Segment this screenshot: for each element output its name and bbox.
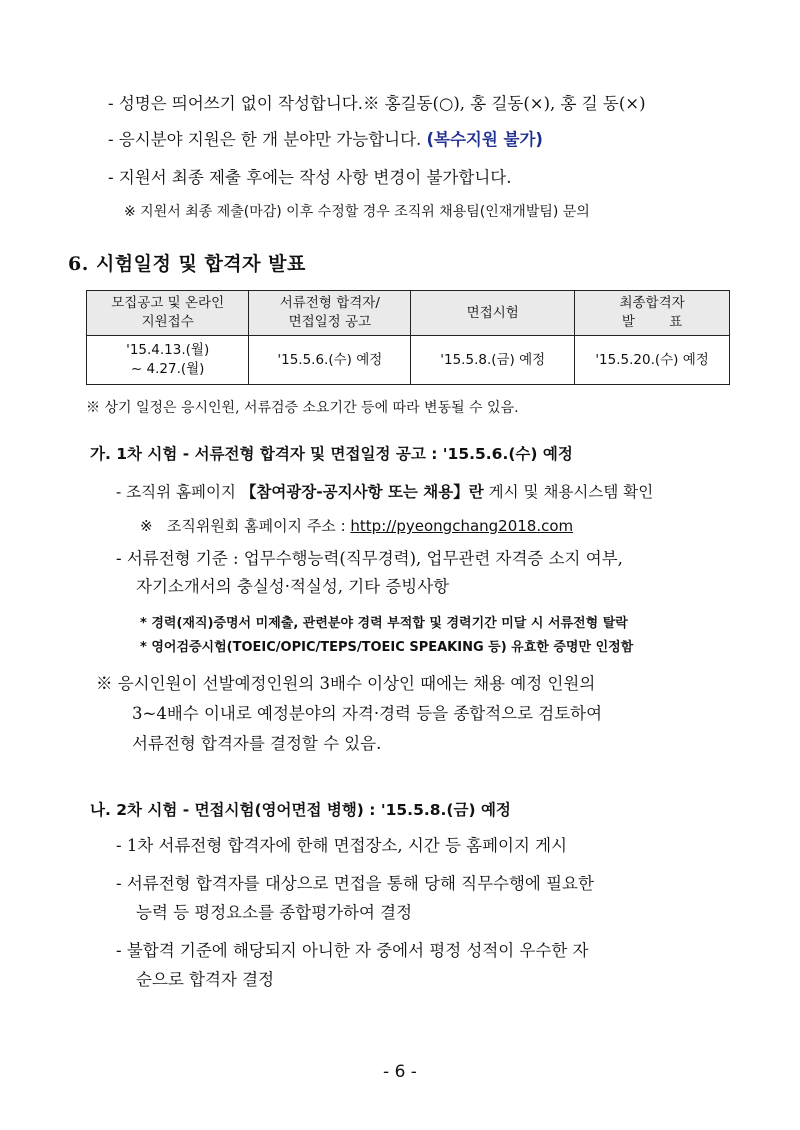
header-final-result: 최종합격자 발 표 xyxy=(575,291,730,336)
header-interview: 면접시험 xyxy=(411,291,575,336)
bullet-no-changes-note: ※ 지원서 최종 제출(마감) 이후 수정할 경우 조직위 채용팀(인재개발팀) 문의 xyxy=(124,204,590,220)
bullet-single-field xyxy=(108,128,543,152)
na-item-evaluation-line1: - 서류전형 합격자를 대상으로 면접을 통해 당해 직무수행에 필요한 xyxy=(116,874,594,893)
ga-ref-line3: 서류전형 합격자를 결정할 수 있음. xyxy=(132,734,382,753)
cell-recruitment-date: '15.4.13.(월) ~ 4.27.(월) xyxy=(87,336,249,385)
header-recruitment: 모집공고 및 온라인 지원접수 xyxy=(87,291,249,336)
bullet-no-changes: - 지원서 최종 제출 후에는 작성 사항 변경이 불가합니다. xyxy=(108,168,512,187)
schedule-table-header-row xyxy=(87,291,730,336)
ga-item-criteria-line1: - 서류전형 기준 : 업무수행능력(직무경력), 업무관련 자격증 소지 여부, xyxy=(116,549,623,568)
header-document-result: 서류전형 합격자/ 면접일정 공고 xyxy=(249,291,411,336)
na-item-evaluation-line2: 능력 등 평정요소를 종합평가하여 결정 xyxy=(136,903,413,922)
cell-document-result-date: '15.5.6.(수) 예정 xyxy=(249,336,411,385)
ga-ref-line2: 3~4배수 이내로 예정분야의 자격·경력 등을 종합적으로 검토하여 xyxy=(132,704,603,723)
ga-ref-line1: ※ 응시인원이 선발예정인원의 3배수 이상인 때에는 채용 예정 인원의 xyxy=(96,674,596,693)
ga-star-note-english: * 영어검증시험(TOEIC/OPIC/TEPS/TOEIC SPEAKING 등) 유효한 증명만 인정함 xyxy=(140,640,634,655)
schedule-table-row xyxy=(87,336,730,385)
na-item-selection-line1: - 불합격 기준에 해당되지 아니한 자 중에서 평정 성적이 우수한 자 xyxy=(116,941,589,960)
subsection-ga-title: 가. 1차 시험 - 서류전형 합격자 및 면접일정 공고 : '15.5.6.(수) 예정 xyxy=(90,445,573,463)
ga-star-note-career: * 경력(재직)증명서 미제출, 관련분야 경력 부적합 및 경력기간 미달 시 서류전형 탈락 xyxy=(140,616,628,631)
cell-interview-date: '15.5.8.(금) 예정 xyxy=(411,336,575,385)
section-6-title: 6. 시험일정 및 합격자 발표 xyxy=(68,253,306,275)
schedule-table xyxy=(86,290,730,385)
ga-item-board-name: 【참여광장-공지사항 또는 채용】란 xyxy=(240,483,484,501)
cell-final-result-date: '15.5.20.(수) 예정 xyxy=(575,336,730,385)
ga-item-criteria-line2: 자기소개서의 충실성·적실성, 기타 증빙사항 xyxy=(136,577,450,596)
homepage-link[interactable]: http://pyeongchang2018.com xyxy=(350,517,574,535)
ga-item-homepage-notice: - 조직위 홈페이지 【참여광장-공지사항 또는 채용】란 게시 및 채용시스템 확인 xyxy=(116,483,654,501)
schedule-note: ※ 상기 일정은 응시인원, 서류검증 소요기간 등에 따라 변동될 수 있음. xyxy=(86,400,519,416)
bullet-single-field-text: - 응시분야 지원은 한 개 분야만 가능합니다. xyxy=(108,130,422,149)
page-number: - 6 - xyxy=(383,1062,417,1082)
bullet-name-spacing: - 성명은 띄어쓰기 없이 작성합니다.※ 홍길동(○), 홍 길동(×), 홍 길 동(×) xyxy=(108,94,646,113)
no-multiple-application-emphasis: (복수지원 불가) xyxy=(426,130,543,149)
na-item-interview-notice: - 1차 서류전형 합격자에 한해 면접장소, 시간 등 홈페이지 게시 xyxy=(116,836,568,855)
ga-homepage-address: ※ 조직위원회 홈페이지 주소 : http://pyeongchang2018.com xyxy=(140,517,574,535)
na-item-selection-line2: 순으로 합격자 결정 xyxy=(136,970,275,989)
subsection-na-title: 나. 2차 시험 - 면접시험(영어면접 병행) : '15.5.8.(금) 예정 xyxy=(90,801,511,819)
